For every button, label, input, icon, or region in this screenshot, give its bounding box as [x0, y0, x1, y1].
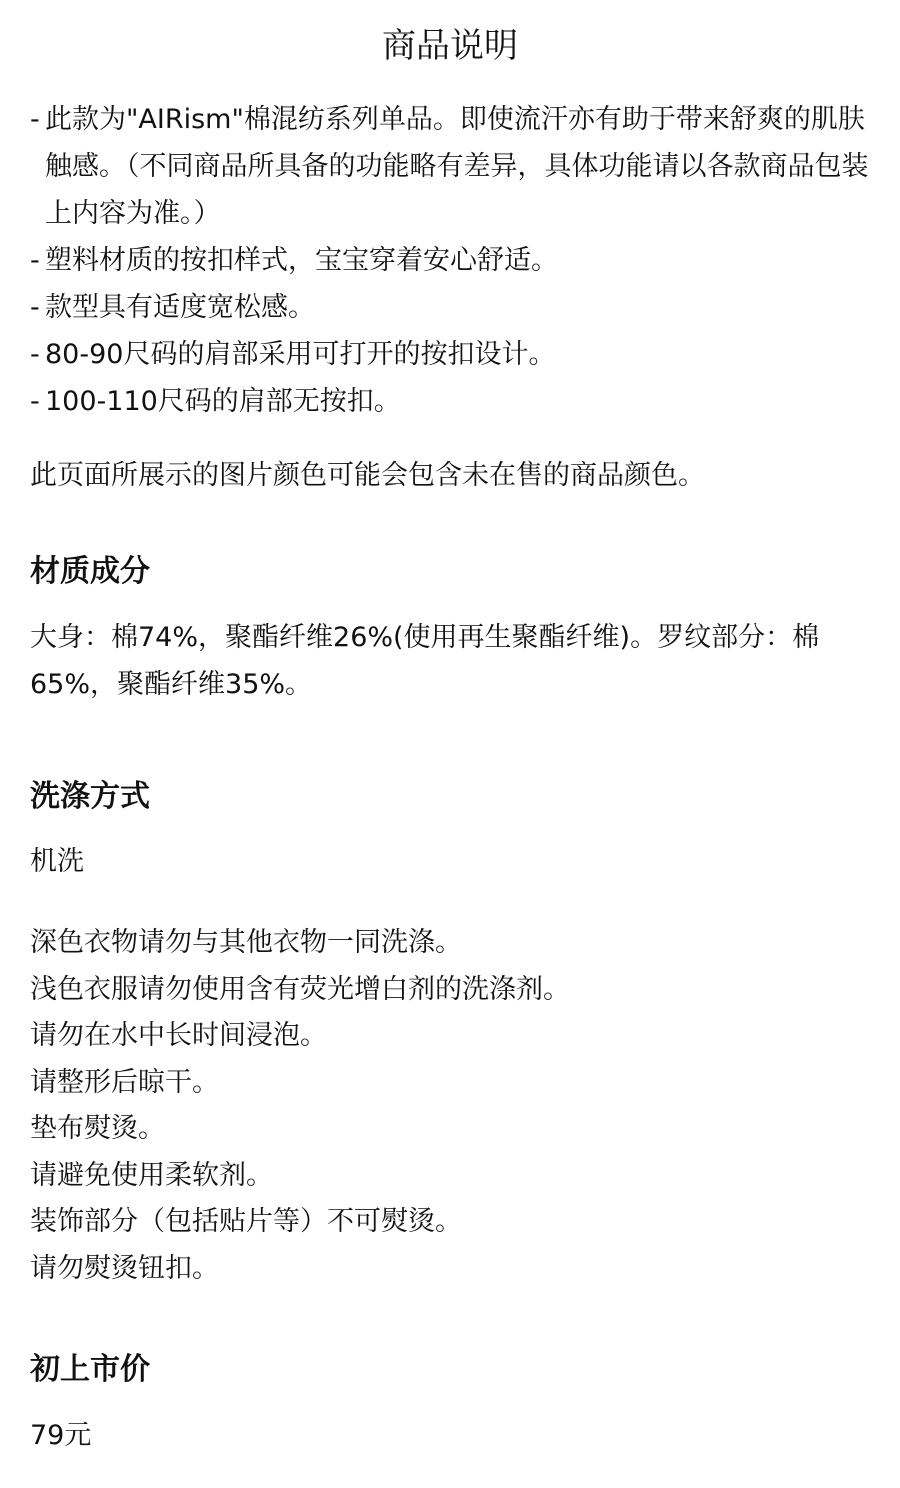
- washing-instruction: 请勿熨烫钮扣。: [30, 1252, 219, 1284]
- description-text: 100-110尺码的肩部无按扣。: [45, 386, 401, 417]
- description-text: 此款为"AIRism"棉混纺系列单品。即使流汗亦有助于带来舒爽的肌肤触感。（不同商品所具备的功能略有差异，具体功能请以各款商品包装上内容为准。）: [45, 104, 869, 229]
- bullet-dash: -: [30, 292, 40, 323]
- washing-instruction: 请避免使用柔软剂。: [30, 1159, 273, 1191]
- washing-instruction: 浅色衣服请勿使用含有荧光增白剂的洗涤剂。: [30, 973, 570, 1005]
- description-text: 80-90尺码的肩部采用可打开的按扣设计。: [45, 339, 556, 370]
- description-item: [30, 284, 880, 331]
- description-text: 塑料材质的按扣样式，宝宝穿着安心舒适。: [45, 245, 558, 276]
- washing-instruction: 垫布熨烫。: [30, 1113, 165, 1144]
- description-list: [30, 96, 880, 425]
- washing-instruction: 请整形后晾干。: [30, 1066, 219, 1098]
- bullet-dash: -: [30, 104, 40, 135]
- color-note: 此页面所展示的图片颜色可能会包含未在售的商品颜色。: [30, 460, 705, 491]
- page-title: 商品说明: [382, 26, 518, 66]
- washing-instruction: 装饰部分（包括贴片等）不可熨烫。: [30, 1206, 462, 1237]
- washing-heading: 洗涤方式: [30, 779, 150, 814]
- description-item: [30, 237, 880, 284]
- washing-method: 机洗: [30, 846, 84, 877]
- bullet-dash: -: [30, 339, 40, 370]
- washing-instructions: [30, 920, 880, 1292]
- description-item: [30, 378, 880, 425]
- material-text: 大身：棉74%，聚酯纤维26%(使用再生聚酯纤维)。罗纹部分：棉65%，聚酯纤维35%。: [30, 622, 820, 700]
- washing-instruction: 请勿在水中长时间浸泡。: [30, 1020, 327, 1051]
- description-item: [30, 96, 880, 237]
- description-text: 款型具有适度宽松感。: [45, 292, 315, 323]
- material-heading: 材质成分: [30, 554, 150, 589]
- price-heading: 初上市价: [30, 1352, 150, 1387]
- bullet-dash: -: [30, 386, 40, 417]
- description-item: [30, 331, 880, 378]
- price-value: 79元: [30, 1420, 92, 1451]
- bullet-dash: -: [30, 245, 40, 276]
- washing-instruction: 深色衣物请勿与其他衣物一同洗涤。: [30, 927, 462, 958]
